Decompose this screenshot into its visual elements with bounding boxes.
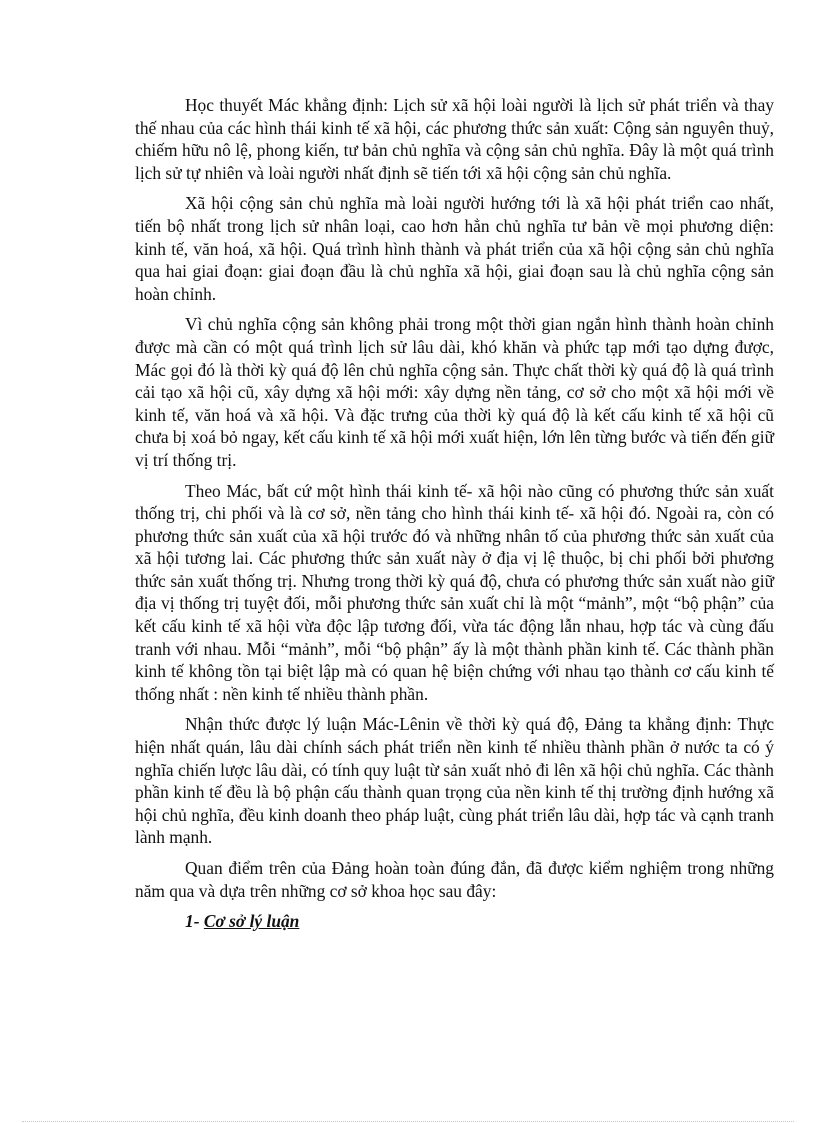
page-bottom-rule — [22, 1121, 794, 1122]
paragraph-6: Quan điểm trên của Đảng hoàn toàn đúng đắn, đã được kiểm nghiệm trong những năm qua và dựa trên những cơ sở khoa học sau đây: — [135, 858, 774, 901]
section-heading — [135, 910, 774, 933]
paragraph-1: Học thuyết Mác khẳng định: Lịch sử xã hội loài người là lịch sử phát triển và thay thế nhau của các hình thái kinh tế xã hội, các phương thức sản xuất: Cộng sản nguyên thuỷ, chiếm hữu nô lệ, phong kiến, tư bản chủ nghĩa và cộng sản chủ nghĩa. Đây là một quá trình lịch sử tự nhiên và loài người nhất định sẽ tiến tới xã hội cộng sản chủ nghĩa. — [135, 95, 774, 183]
paragraph-4: Theo Mác, bất cứ một hình thái kinh tế- xã hội nào cũng có phương thức sản xuất thống trị, chi phối và là cơ sở, nền tảng cho hình thái kinh tế- xã hội đó. Ngoài ra, còn có phương thức sản xuất của xã hội trước đó và những nhân tố của phương thức sản xuất của xã hội tương lai. Các phương thức sản xuất này ở địa vị lệ thuộc, bị chi phối bởi phương thức sản xuất thống trị. Nhưng trong thời kỳ quá độ, chưa có phương thức sản xuất nào giữ địa vị thống trị tuyệt đối, mỗi phương thức sản xuất chỉ là một “mảnh”, một “bộ phận” của kết cấu kinh tế xã hội vừa độc lập tương đối, vừa tác động lẫn nhau, hợp tác và cùng đấu tranh với nhau. Mỗi “mảnh”, mỗi “bộ phận” ấy là một thành phần kinh tế. Các thành phần kinh tế không tồn tại biệt lập mà có quan hệ biện chứng với nhau tạo thành cơ cấu kinh tế thống nhất : nền kinh tế nhiều thành phần. — [135, 480, 774, 704]
document-body — [135, 94, 774, 933]
section-heading-title: Cơ sở lý luận — [203, 911, 300, 932]
paragraph-5: Nhận thức được lý luận Mác-Lênin về thời kỳ quá độ, Đảng ta khẳng định: Thực hiện nhất quán, lâu dài chính sách phát triển nền kinh tế nhiều thành phần ở nước ta có ý nghĩa chiến lược lâu dài, có tính quy luật từ sản xuất nhỏ đi lên xã hội chủ nghĩa. Các thành phần kinh tế đều là bộ phận cấu thành quan trọng của nền kinh tế thị trường định hướng xã hội chủ nghĩa, đều kinh doanh theo pháp luật, cùng phát triển lâu dài, hợp tác và cạnh tranh lành mạnh. — [135, 714, 774, 848]
paragraph-2: Xã hội cộng sản chủ nghĩa mà loài người hướng tới là xã hội phát triển cao nhất, tiến bộ nhất trong lịch sử nhân loại, cao hơn hẳn chủ nghĩa tư bản về mọi phương diện: kinh tế, văn hoá, xã hội. Quá trình hình thành và phát triển của xã hội cộng sản chủ nghĩa qua hai giai đoạn: giai đoạn đầu là chủ nghĩa xã hội, giai đoạn sau là chủ nghĩa cộng sản hoàn chỉnh. — [135, 193, 774, 304]
section-heading-number: 1- — [185, 911, 200, 932]
paragraph-3: Vì chủ nghĩa cộng sản không phải trong một thời gian ngắn hình thành hoàn chỉnh được mà cần có một quá trình lịch sử lâu dài, khó khăn và phức tạp mới tạo dựng được, Mác gọi đó là thời kỳ quá độ lên chủ nghĩa cộng sản. Thực chất thời kỳ quá độ là quá trình cải tạo xã hội cũ, xây dựng xã hội mới: xây dựng nền tảng, cơ sở cho một xã hội mới về kinh tế, văn hoá và xã hội. Và đặc trưng của thời kỳ quá độ là kết cấu kinh tế xã hội cũ chưa bị xoá bỏ ngay, kết cấu kinh tế xã hội mới xuất hiện, lớn lên từng bước và tiến đến giữ vị trí thống trị. — [135, 314, 774, 470]
